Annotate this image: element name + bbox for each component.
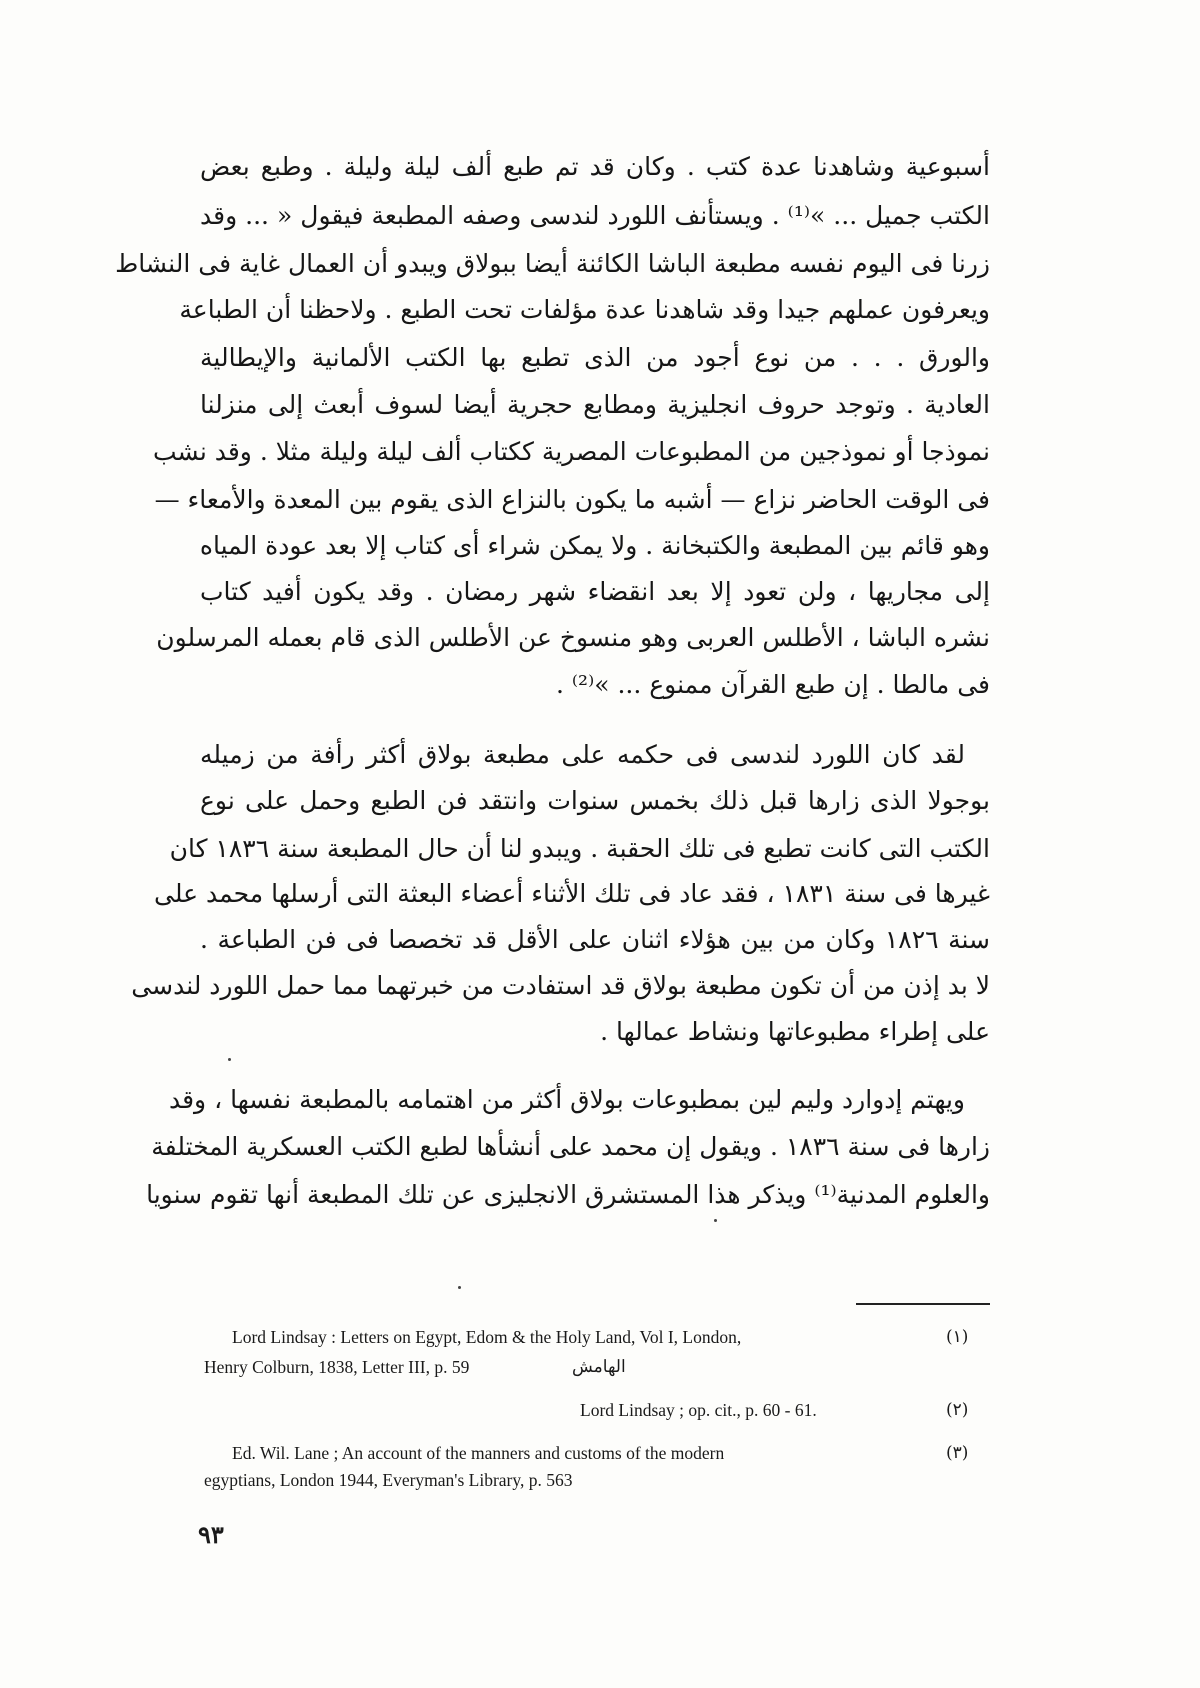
body-line: والعلوم المدنية⁽¹⁾ ويذكر هذا المستشرق الانجليزى عن تلك المطبعة أنها تقوم سنويا <box>146 1180 990 1209</box>
body-line: العادية . وتوجد حروف انجليزية ومطابع حجرية أيضا لسوف أبعث إلى منزلنا <box>200 390 990 419</box>
body-line: أسبوعية وشاهدنا عدة كتب . وكان قد تم طبع ألف ليلة وليلة . وطبع بعض <box>200 152 990 181</box>
scan-speck <box>714 1219 717 1222</box>
body-line: الكتب جميل ... »⁽¹⁾ . ويستأنف اللورد لندسى وصفه المطبعة فيقول « ... وقد <box>200 201 990 230</box>
footnote-marker: (٣) <box>946 1443 969 1463</box>
body-line: إلى مجاريها ، ولن تعود إلا بعد انقضاء شهر رمضان . وقد يكون أفيد كتاب <box>200 577 990 606</box>
footnote-text: Ed. Wil. Lane ; An account of the manners and customs of the modern <box>232 1443 725 1463</box>
body-line: نموذجا أو نموذجين من المطبوعات المصرية ككتاب ألف ليلة وليلة مثلا . وقد نشب <box>152 437 990 466</box>
body-line: ويعرفون عملهم جيدا وقد شاهدنا عدة مؤلفات تحت الطبع . ولاحظنا أن الطباعة <box>179 295 990 324</box>
body-line: الكتب التى كانت تطبع فى تلك الحقبة . ويبدو لنا أن حال المطبعة سنة ١٨٣٦ كان <box>169 834 990 863</box>
body-line: والورق . . . من نوع أجود من الذى تطبع بها الكتب الألمانية والإيطالية <box>200 343 990 372</box>
footnote-marker: (١) <box>946 1327 969 1347</box>
body-line: فى الوقت الحاضر نزاع — أشبه ما يكون بالنزاع الذى يقوم بين المعدة والأمعاء — <box>154 485 990 514</box>
scan-speck <box>228 1058 231 1061</box>
body-line: سنة ١٨٢٦ وكان من بين هؤلاء اثنان على الأقل قد تخصصا فى فن الطباعة . <box>200 925 990 954</box>
footnote-separator <box>856 1303 990 1305</box>
footnote-text: Henry Colburn, 1838, Letter III, p. 59 <box>204 1357 470 1377</box>
footnote-text: Lord Lindsay ; op. cit., p. 60 - 61. <box>580 1400 817 1420</box>
footnote-marker: (٢) <box>946 1400 969 1420</box>
footnote-text: Lord Lindsay : Letters on Egypt, Edom & the Holy Land, Vol I, London, <box>232 1327 742 1347</box>
body-line: لقد كان اللورد لندسى فى حكمه على مطبعة بولاق أكثر رأفة من زميله <box>200 740 965 769</box>
body-line: وهو قائم بين المطبعة والكتبخانة . ولا يمكن شراء أى كتاب إلا بعد عودة المياه <box>199 531 990 560</box>
body-line: فى مالطا . إن طبع القرآن ممنوع ... »⁽²⁾ . <box>556 670 990 699</box>
body-line: غيرها فى سنة ١٨٣١ ، فقد عاد فى تلك الأثناء أعضاء البعثة التى أرسلها محمد على <box>154 879 990 908</box>
body-line: زرنا فى اليوم نفسه مطبعة الباشا الكائنة أيضا ببولاق ويبدو أن العمال غاية فى النشاط <box>115 249 990 278</box>
body-line: ويهتم إدوارد وليم لين بمطبوعات بولاق أكثر من اهتمامه بالمطبعة نفسها ، وقد <box>168 1085 965 1114</box>
page-number: ٩٣ <box>198 1520 224 1549</box>
footnote-text: egyptians, London 1944, Everyman's Library, p. 563 <box>204 1470 573 1490</box>
footnote-arabic-note: الهامش <box>572 1357 626 1377</box>
body-line: لا بد إذن من أن تكون مطبعة بولاق قد استفادت من خبرتهما مما حمل اللورد لندسى <box>131 971 990 1000</box>
body-line: زارها فى سنة ١٨٣٦ . ويقول إن محمد على أنشأها لطبع الكتب العسكرية المختلفة <box>151 1132 990 1161</box>
body-line: نشره الباشا ، الأطلس العربى وهو منسوخ عن الأطلس الذى قام بعمله المرسلون <box>156 623 990 652</box>
body-line: بوجولا الذى زارها قبل ذلك بخمس سنوات وانتقد فن الطبع وحمل على نوع <box>200 786 990 815</box>
scan-speck <box>458 1286 461 1289</box>
body-line: على إطراء مطبوعاتها ونشاط عمالها . <box>600 1017 990 1046</box>
